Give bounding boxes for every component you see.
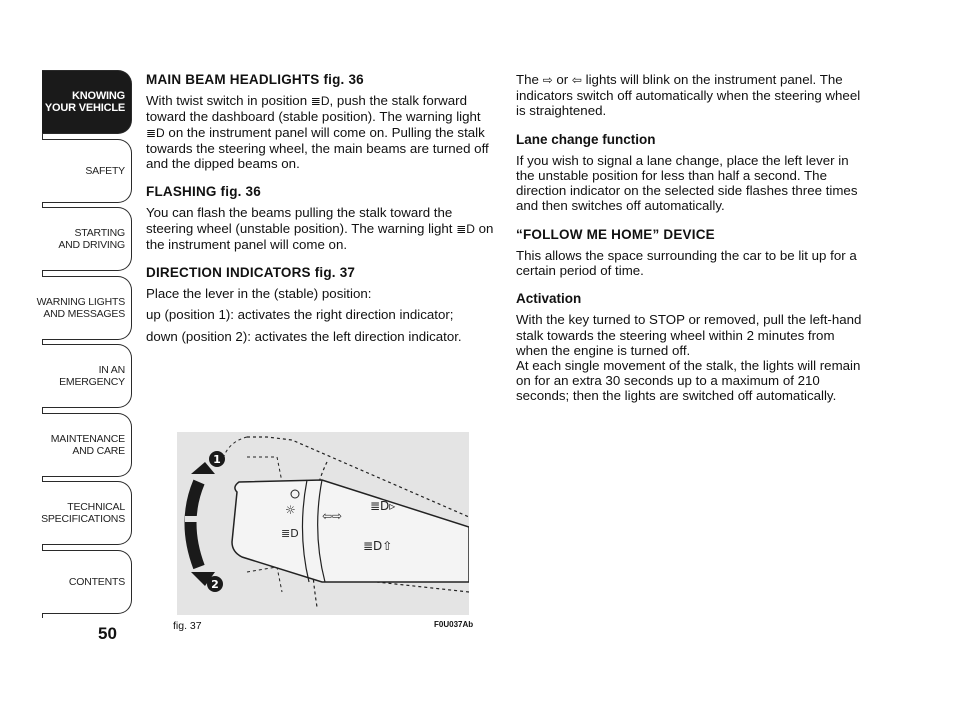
stalk-body	[232, 480, 469, 582]
main-beam-paragraph	[146, 93, 496, 171]
main-beam-warning-icon: ≣D	[146, 125, 165, 140]
sidebar-tab-knowing-your-vehicle[interactable]	[42, 70, 132, 134]
flashing-text-1: You can flash the beams pulling the stalk toward the steering wheel (unstable position). The warning light	[146, 205, 457, 236]
direction-indicators-heading: DIRECTION INDICATORS fig. 37	[146, 265, 356, 281]
sidebar-tab-label: YOUR VEHICLE	[44, 102, 125, 114]
right-column	[516, 72, 868, 417]
arrow-left-icon: ⇦	[571, 73, 582, 87]
main-beam-icon: ≣D	[310, 94, 330, 109]
sidebar-tab-label: SPECIFICATIONS	[41, 513, 125, 525]
dipped-beam-icon: ≣D	[281, 527, 299, 540]
follow-me-home-paragraph: This allows the space surrounding the car to be lit up for a certain period of time.	[516, 247, 857, 279]
sidebar-tab-starting-and-driving[interactable]	[42, 207, 132, 271]
left-column	[146, 72, 496, 350]
column-outline-curve	[222, 437, 247, 462]
figure-code: F0U037Ab	[434, 620, 474, 629]
activation-paragraph-2: At each single movement of the stalk, the lights will remain on for an extra 30 seconds up to a maximum of 210 seconds; then the lights are switched off automatically.	[516, 358, 861, 404]
sidebar-tab-label: EMERGENCY	[59, 376, 125, 388]
flashing-text-2: on the instrument panel will come on.	[146, 220, 494, 252]
figure-caption: fig. 37	[173, 620, 202, 632]
main-beam-warning-icon: ≣D	[456, 221, 475, 236]
figure-37	[177, 432, 469, 615]
flashing-paragraph	[146, 205, 496, 252]
blink-text-2: or	[552, 72, 572, 87]
main-beam-heading: MAIN BEAM HEADLIGHTS fig. 36	[146, 72, 364, 87]
movement-arrow	[191, 482, 200, 567]
page-number: 50	[98, 624, 117, 643]
sidebar-tab-safety[interactable]	[42, 139, 132, 203]
sidebar-tab-contents[interactable]	[42, 550, 132, 614]
blink-paragraph	[516, 72, 868, 119]
sidebar-tab-label: IN AN	[98, 364, 125, 376]
direction-text-3: down (position 2): activates the left direction indicator.	[146, 328, 462, 344]
main-beam-stalk-icon: ≣D▹	[370, 499, 396, 513]
sidebar-tab-label: CONTENTS	[68, 575, 125, 588]
upper-ghost-stalk	[247, 457, 282, 482]
activation-paragraph-1: With the key turned to STOP or removed, pull the left-hand stalk towards the steering wheel within 2 minutes from when the engine is turned off.	[516, 312, 862, 358]
turn-signal-arrows-icon: ⇦⇨	[322, 509, 343, 523]
direction-text-2: up (position 1): activates the right direction indicator;	[146, 307, 454, 323]
sidebar-tab-label: AND MESSAGES	[43, 307, 125, 320]
sidebar-tab-label: SAFETY	[85, 164, 125, 177]
sidebar-tab-warning-lights-and-messages[interactable]	[36, 276, 132, 340]
direction-text-1: Place the lever in the (stable) position:	[146, 286, 372, 302]
main-beam-text-1: With twist switch in position	[146, 93, 311, 109]
flashing-heading: FLASHING fig. 36	[146, 184, 261, 200]
sidebar-tab-label: MAINTENANCE	[50, 432, 125, 445]
activation-heading: Activation	[516, 291, 582, 307]
lane-change-heading: Lane change function	[516, 131, 656, 147]
lane-change-paragraph: If you wish to signal a lane change, place the left lever in the unstable position for less than half a second. The direction indicator on the selected side flashes three times and then switches off automatically.	[516, 152, 858, 214]
arrow-right-icon: ⇨	[542, 73, 553, 87]
position-1-label: 1	[213, 453, 221, 466]
chapter-sidebar	[36, 70, 132, 618]
sidebar-tab-label: KNOWING	[72, 90, 125, 102]
parking-light-icon: ☼	[285, 503, 296, 517]
follow-me-home-heading: “FOLLOW ME HOME” DEVICE	[516, 226, 715, 242]
sidebar-tab-in-an-emergency[interactable]	[42, 344, 132, 408]
sidebar-tab-label: WARNING LIGHTS	[36, 295, 125, 308]
sidebar-tab-technical-specifications[interactable]	[42, 481, 132, 545]
blink-text-1: The	[516, 72, 543, 87]
sidebar-tab-label: AND CARE	[72, 444, 125, 457]
flash-beam-stalk-icon: ≣D⇧	[363, 539, 393, 553]
sidebar-tab-label: TECHNICAL	[67, 501, 125, 513]
sidebar-tab-maintenance-and-care[interactable]	[42, 413, 132, 477]
main-beam-text-2: , push the stalk forward toward the dashboard (stable position). The warning light	[146, 93, 481, 125]
column-lower-outline	[377, 582, 469, 592]
sidebar-tab-label: AND DRIVING	[58, 239, 125, 251]
stalk-illustration	[177, 432, 469, 615]
lower-ghost-stalk	[247, 567, 282, 592]
main-beam-text-3: on the instrument panel will come on. Pulling the stalk towards the steering wheel, the main beams are turned off and the dipped beams on.	[146, 124, 489, 172]
position-2-label: 2	[211, 578, 219, 591]
arrow-gap	[185, 516, 201, 522]
sidebar-tab-label: STARTING	[74, 227, 125, 239]
blink-text-3: lights will blink on the instrument panel. The indicators switch off automatically when the steering wheel is straightened.	[516, 72, 861, 119]
